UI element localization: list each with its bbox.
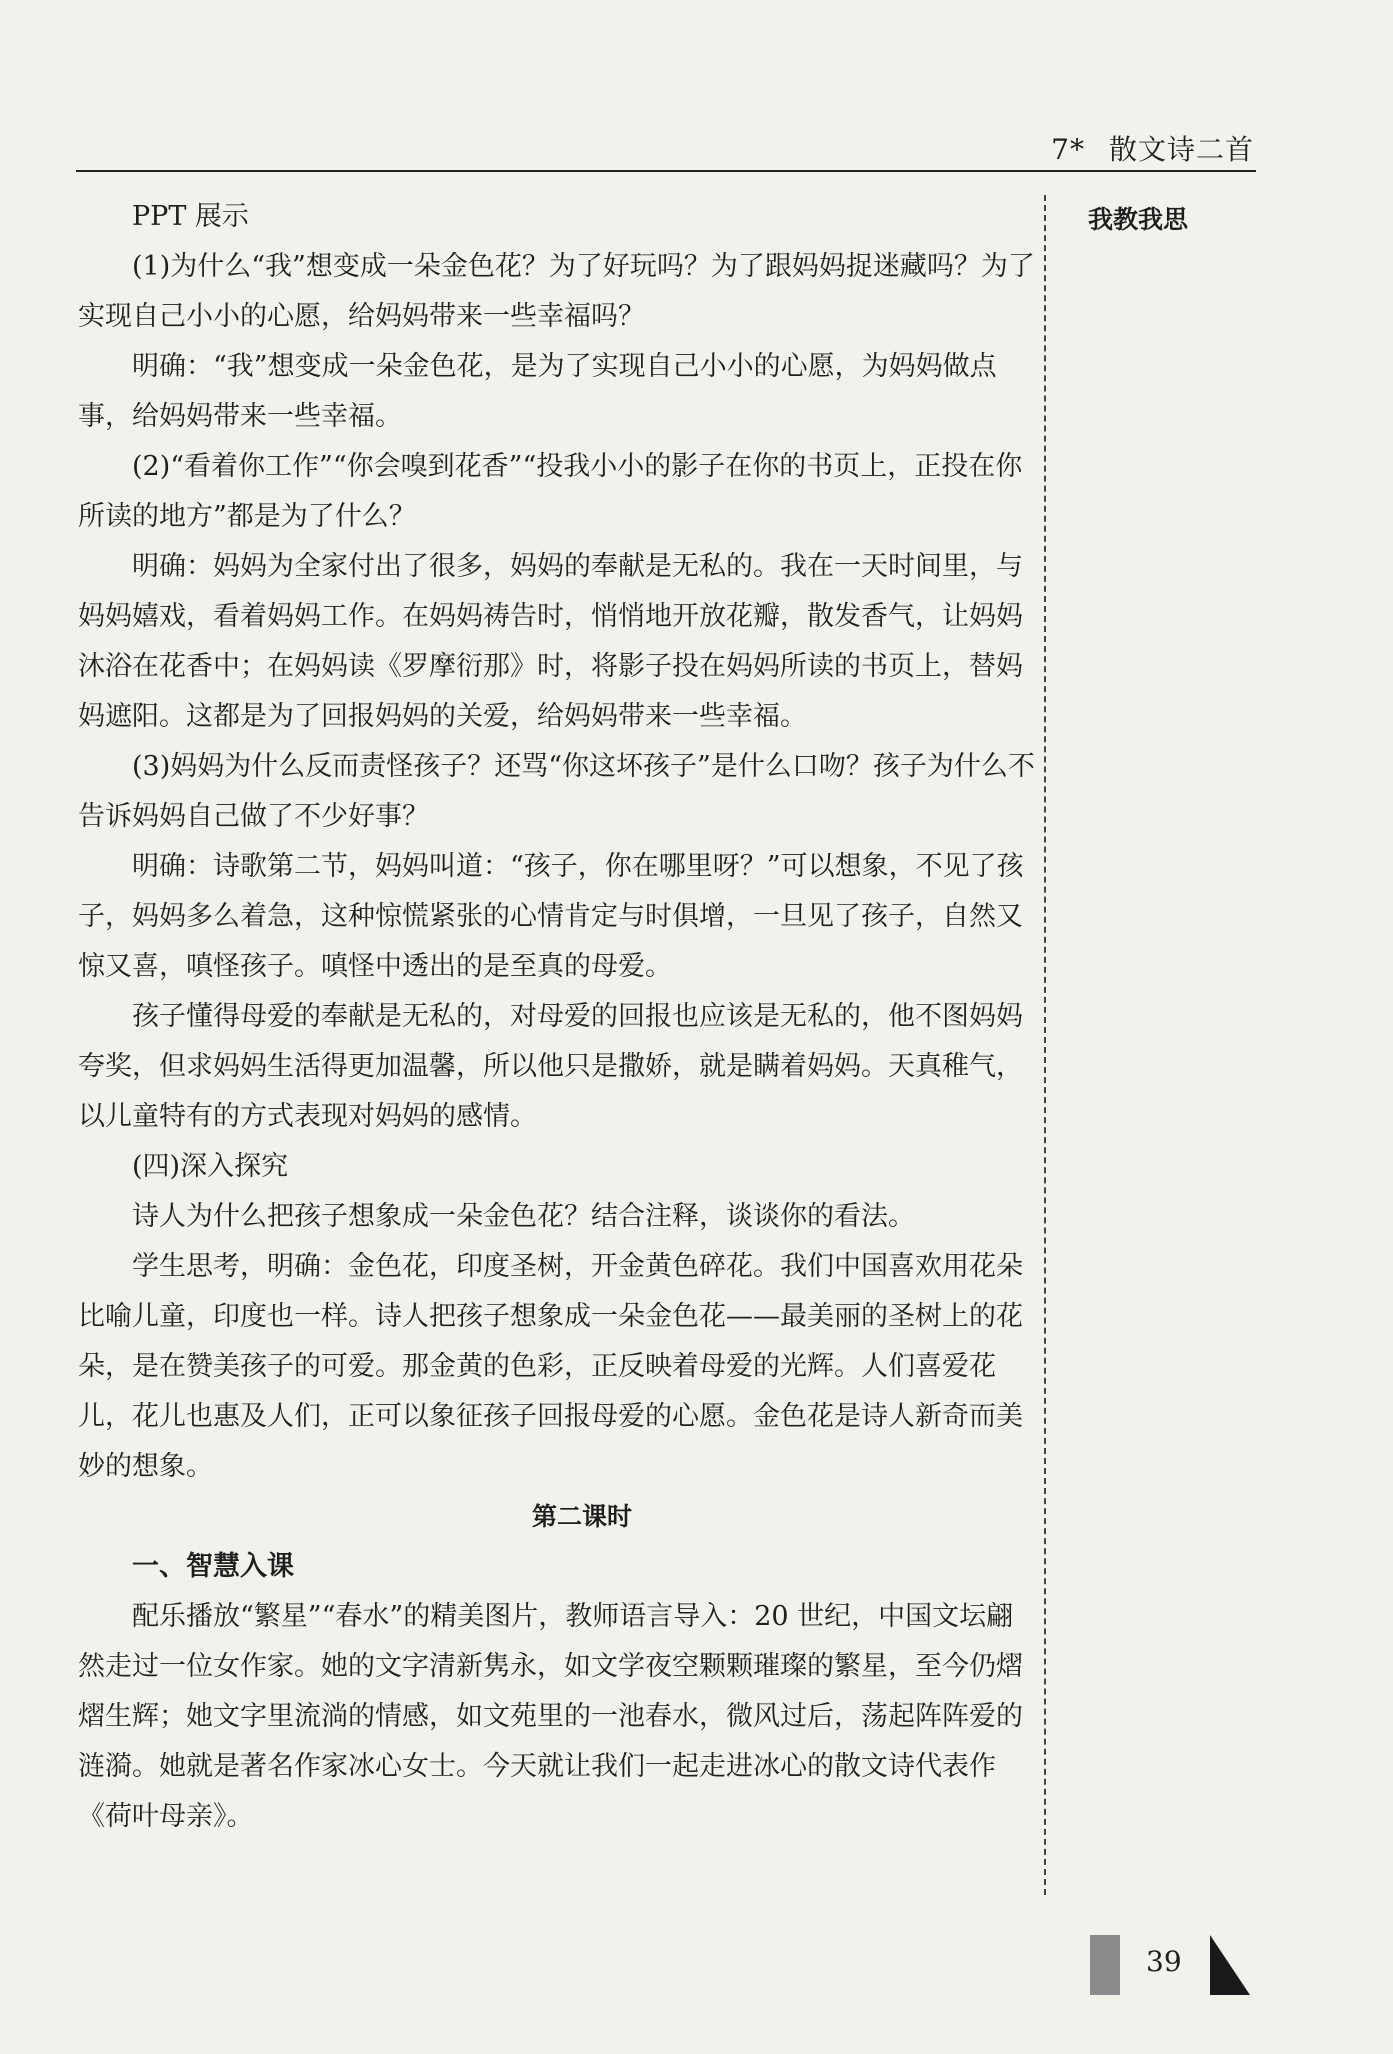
header-rule (76, 170, 1256, 172)
paragraph-a3-cont: 孩子懂得母爱的奉献是无私的，对母爱的回报也应该是无私的，他不图妈妈夸奖，但求妈妈生活得更加温馨，所以他只是撒娇，就是瞒着妈妈。天真稚气，以儿童特有的方式表现对妈妈的感情。 (78, 1001, 1023, 1132)
running-header (76, 128, 1254, 168)
page-tab-block (1090, 1935, 1120, 1995)
page-number: 39 (1146, 1945, 1182, 1978)
sidebar-title: 我教我思 (1088, 205, 1189, 234)
lesson-title: 第二课时 (531, 1502, 632, 1531)
paragraph-q3: (3)妈妈为什么反而责怪孩子？还骂“你这坏孩子”是什么口吻？孩子为什么不告诉妈妈自己做了不少好事？ (78, 751, 1035, 832)
margin-divider (1044, 195, 1046, 1895)
main-text (78, 192, 1036, 1842)
paragraph-answer: 学生思考，明确：金色花，印度圣树，开金黄色碎花。我们中国喜欢用花朵比喻儿童，印度也一样。诗人把孩子想象成一朵金色花——最美丽的圣树上的花朵，是在赞美孩子的可爱。那金黄的色彩，正反映着母爱的光辉。人们喜爱花儿，花儿也惠及人们，正可以象征孩子回报母爱的心愿。金色花是诗人新奇而美妙的想象。 (78, 1251, 1023, 1482)
paragraph-ppt: PPT 展示 (132, 201, 249, 232)
paragraph-a2: 明确：妈妈为全家付出了很多，妈妈的奉献是无私的。我在一天时间里，与妈妈嬉戏，看着妈妈工作。在妈妈祷告时，悄悄地开放花瓣，散发香气，让妈妈沐浴在花香中；在妈妈读《罗摩衍那》时，将影子投在妈妈所读的书页上，替妈妈遮阳。这都是为了回报妈妈的关爱，给妈妈带来一些幸福。 (78, 551, 1023, 732)
page-corner-triangle (1210, 1935, 1250, 1995)
paragraph-a1: 明确：“我”想变成一朵金色花，是为了实现自己小小的心愿，为妈妈做点事，给妈妈带来一些幸福。 (78, 351, 997, 432)
paragraph-q1: (1)为什么“我”想变成一朵金色花？为了好玩吗？为了跟妈妈捉迷藏吗？为了实现自己小小的心愿，给妈妈带来一些幸福吗？ (78, 251, 1035, 332)
section-title: 一、智慧入课 (132, 1551, 294, 1582)
chapter-title: 散文诗二首 (1108, 133, 1254, 166)
paragraph-intro: 配乐播放“繁星”“春水”的精美图片，教师语言导入：20 世纪，中国文坛翩然走过一位女作家。她的文字清新隽永，如文学夜空颗颗璀璨的繁星，至今仍熠熠生辉；她文字里流淌的情感，如文苑里的一池春水，微风过后，荡起阵阵爱的涟漪。她就是著名作家冰心女士。今天就让我们一起走进冰心的散文诗代表作《荷叶母亲》。 (78, 1601, 1023, 1832)
paragraph-a3: 明确：诗歌第二节，妈妈叫道：“孩子，你在哪里呀？”可以想象，不见了孩子，妈妈多么着急，这种惊慌紧张的心情肯定与时俱增，一旦见了孩子，自然又惊又喜，嗔怪孩子。嗔怪中透出的是至真的母爱。 (78, 851, 1024, 982)
paragraph-question: 诗人为什么把孩子想象成一朵金色花？结合注释，谈谈你的看法。 (132, 1201, 915, 1232)
heading-explore: (四)深入探究 (132, 1151, 289, 1182)
chapter-number: 7* (1051, 133, 1085, 166)
paragraph-q2: (2)“看着你工作”“你会嗅到花香”“投我小小的影子在你的书页上，正投在你所读的地方”都是为了什么？ (78, 451, 1023, 532)
